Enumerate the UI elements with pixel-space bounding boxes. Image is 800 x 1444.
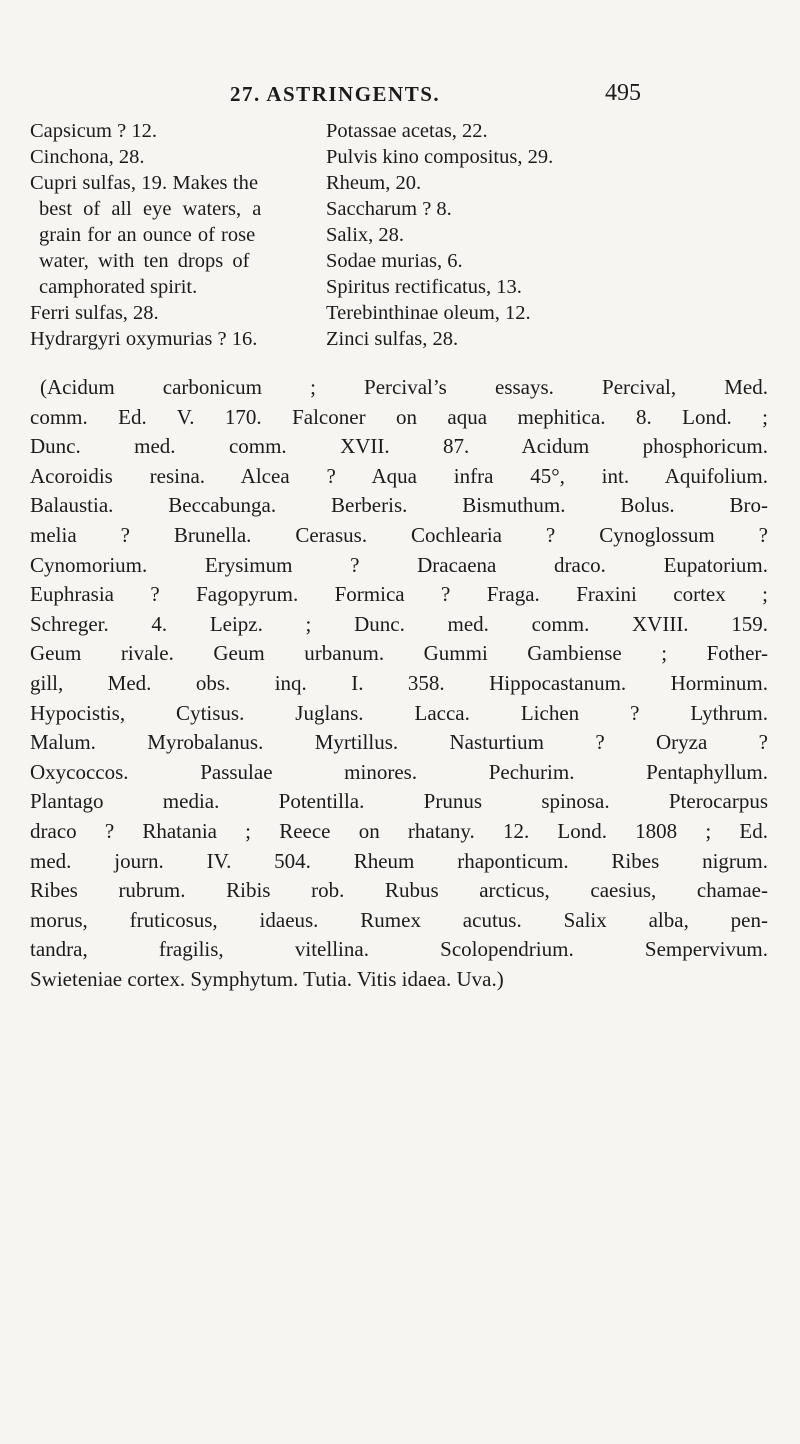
paragraph-line: draco ? Rhatania ; Reece on rhatany. 12. Lond. 1808 ; Ed. <box>30 818 768 843</box>
paragraph-line: Schreger. 4. Leipz. ; Dunc. med. comm. XVIII. 159. <box>30 611 768 636</box>
list-item: Cinchona, 28. <box>30 146 145 168</box>
paragraph-line: Swieteniae cortex. Symphytum. Tutia. Vitis idaea. Uva.) <box>30 966 504 991</box>
paragraph-line: morus, fruticosus, idaeus. Rumex acutus. Salix alba, pen- <box>30 907 768 932</box>
list-item: Hydrargyri oxymurias ? 16. <box>30 328 258 350</box>
list-item: Salix, 28. <box>326 224 405 246</box>
list-item: Capsicum ? 12. <box>30 120 157 142</box>
body-paragraph <box>30 373 768 994</box>
list-item: Potassae acetas, 22. <box>326 120 488 142</box>
paragraph-line: Oxycoccos. Passulae minores. Pechurim. Pentaphyllum. <box>30 759 768 784</box>
paragraph-line: Acoroidis resina. Alcea ? Aqua infra 45°, int. Aquifolium. <box>30 463 768 488</box>
right-column <box>326 118 766 352</box>
paragraph-line: melia ? Brunella. Cerasus. Cochlearia ? Cynoglossum ? <box>30 522 768 547</box>
paragraph-line: Euphrasia ? Fagopyrum. Formica ? Fraga. Fraxini cortex ; <box>30 582 768 607</box>
list-item: best of all eye waters, a <box>39 198 262 220</box>
list-item: Saccharum ? 8. <box>326 198 452 220</box>
paragraph-line: med. journ. IV. 504. Rheum rhaponticum. Ribes nigrum. <box>30 848 768 873</box>
list-item: Cupri sulfas, 19. Makes the <box>30 172 259 194</box>
list-item: camphorated spirit. <box>39 276 198 298</box>
list-item: Pulvis kino compositus, 29. <box>326 146 554 168</box>
list-item: Ferri sulfas, 28. <box>30 302 159 324</box>
list-item: Sodae murias, 6. <box>326 250 463 272</box>
paragraph-line: gill, Med. obs. inq. I. 358. Hippocastanum. Horminum. <box>30 670 768 695</box>
left-column <box>30 118 315 352</box>
paragraph-line: comm. Ed. V. 170. Falconer on aqua mephitica. 8. Lond. ; <box>30 404 768 429</box>
list-item: Terebinthinae oleum, 12. <box>326 302 531 324</box>
running-head: 27. ASTRINGENTS. <box>230 82 441 106</box>
paragraph-line: Geum rivale. Geum urbanum. Gummi Gambiense ; Fother- <box>30 641 768 666</box>
paragraph-line: Malum. Myrobalanus. Myrtillus. Nasturtium ? Oryza ? <box>30 730 768 755</box>
paragraph-line: Hypocistis, Cytisus. Juglans. Lacca. Lichen ? Lythrum. <box>30 700 768 725</box>
paragraph-line: Balaustia. Beccabunga. Berberis. Bismuthum. Bolus. Bro- <box>30 493 768 518</box>
list-item: Zinci sulfas, 28. <box>326 328 459 350</box>
paragraph-line: Ribes rubrum. Ribis rob. Rubus arcticus, caesius, chamae- <box>30 878 768 903</box>
list-item: grain for an ounce of rose <box>39 224 256 246</box>
paragraph-line: Plantago media. Potentilla. Prunus spinosa. Pterocarpus <box>30 789 768 814</box>
paragraph-line: tandra, fragilis, vitellina. Scolopendrium. Sempervivum. <box>30 937 768 962</box>
list-item: water, with ten drops of <box>39 250 250 272</box>
page-number: 495 <box>605 80 641 106</box>
paragraph-line: (Acidum carbonicum ; Percival’s essays. Percival, Med. <box>40 375 768 399</box>
paragraph-line: Cynomorium. Erysimum ? Dracaena draco. Eupatorium. <box>30 552 768 577</box>
list-item: Rheum, 20. <box>326 172 422 194</box>
list-item: Spiritus rectificatus, 13. <box>326 276 522 298</box>
paragraph-line: Dunc. med. comm. XVII. 87. Acidum phosphoricum. <box>30 434 768 459</box>
